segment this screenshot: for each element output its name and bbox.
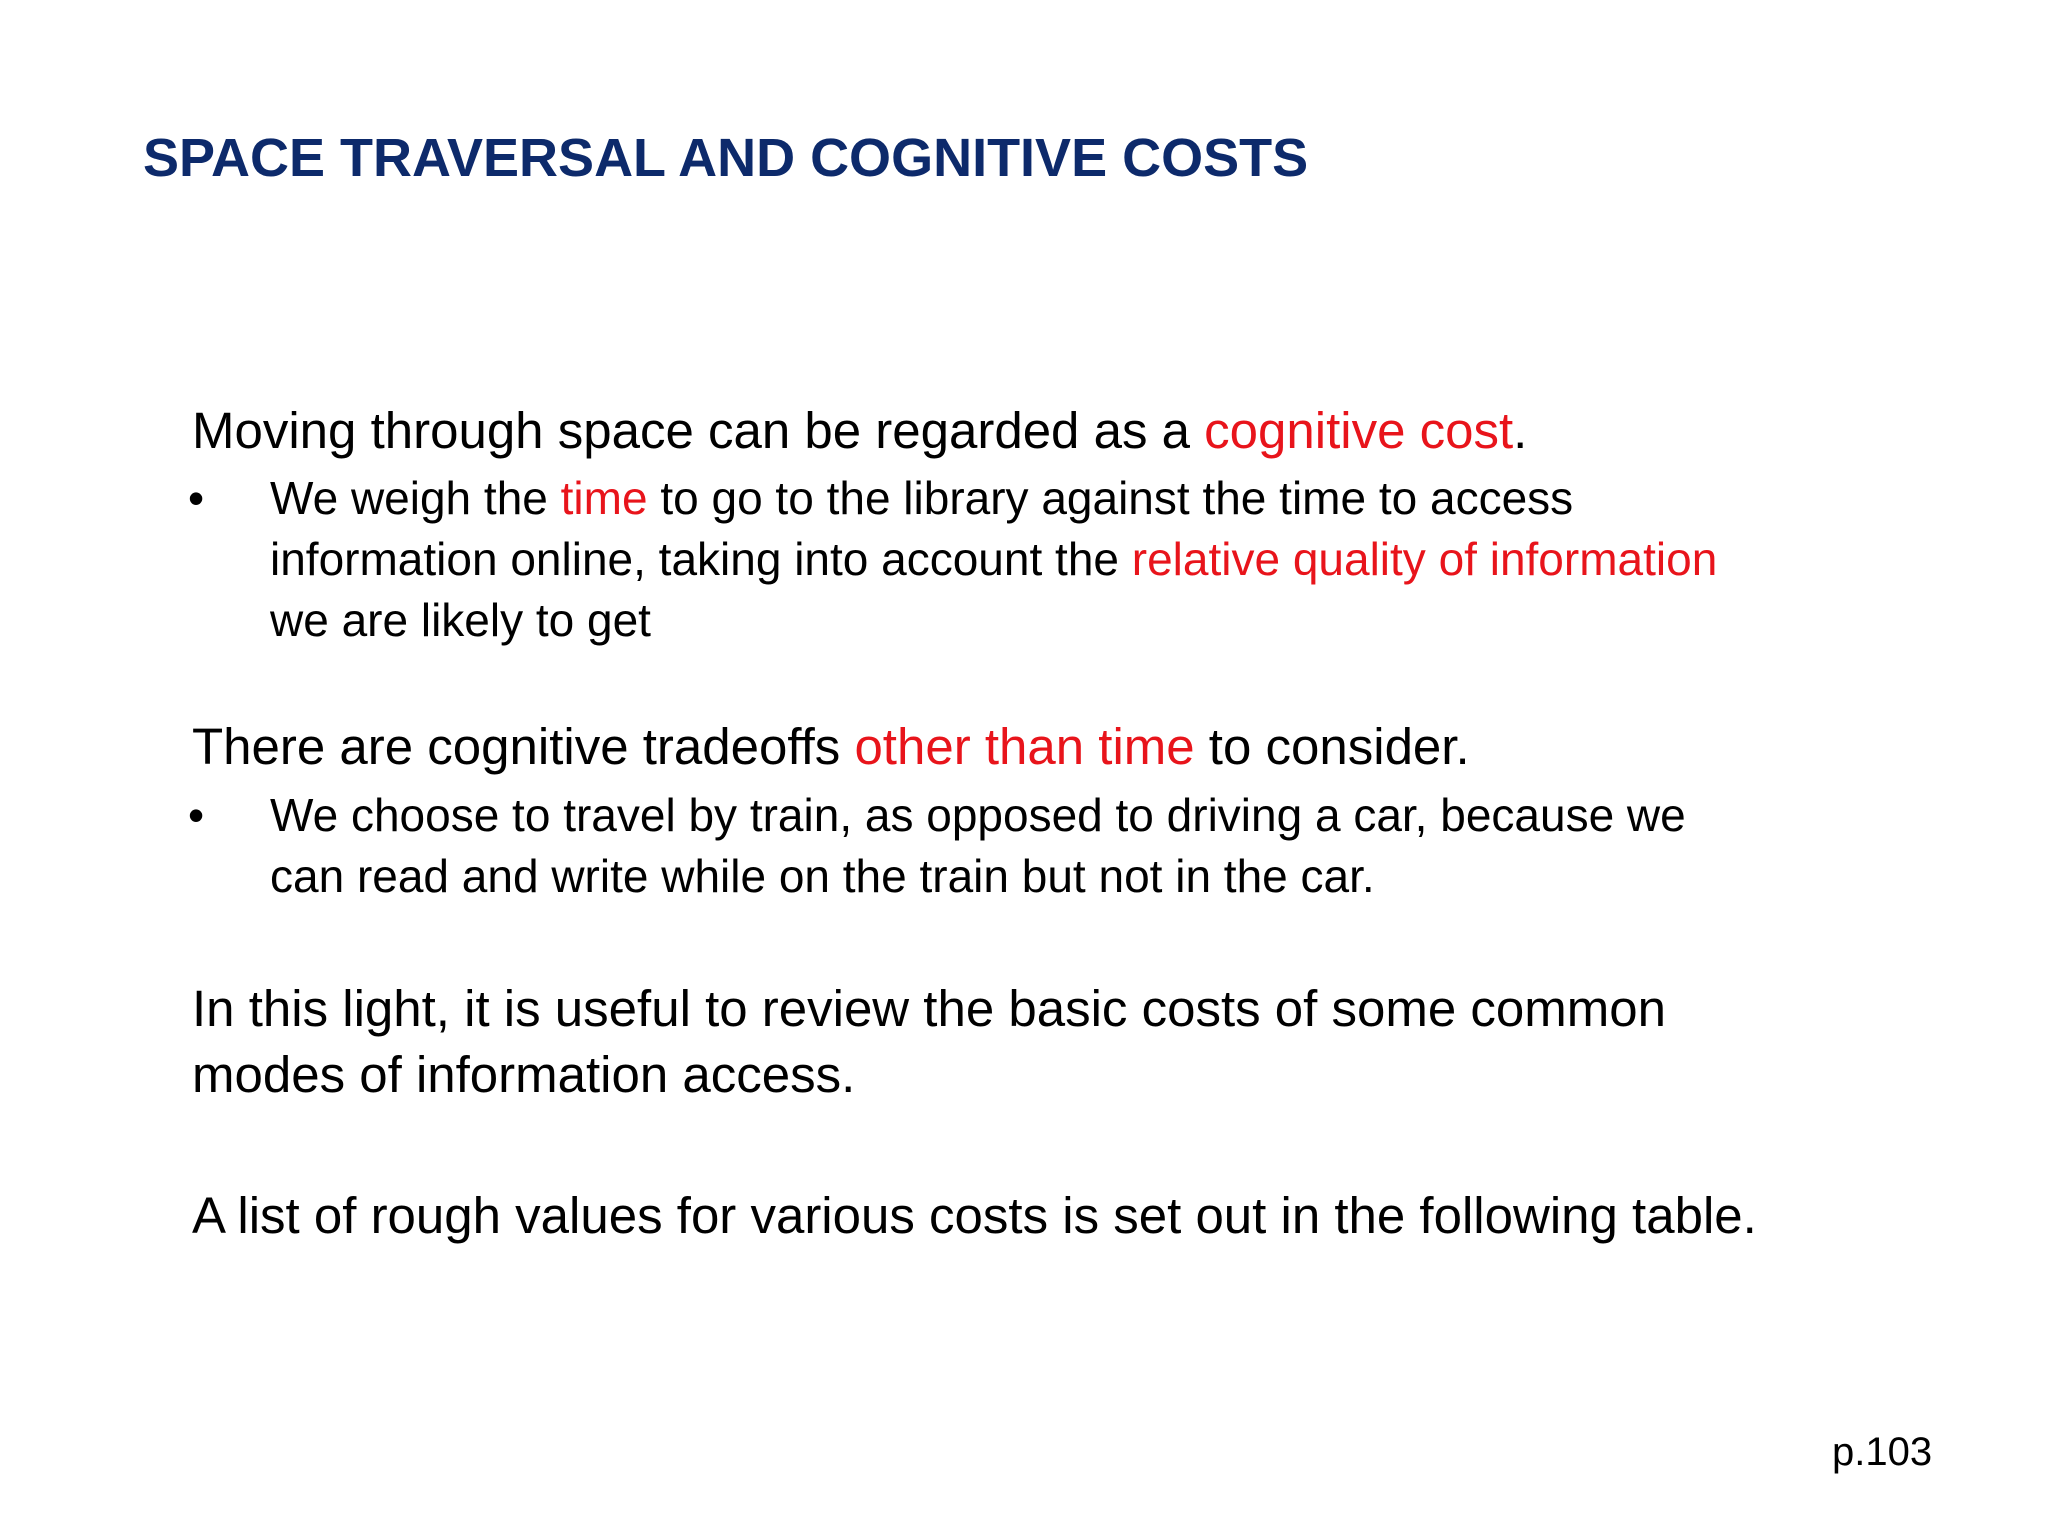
bullet-text bbox=[270, 468, 1717, 651]
paragraph-text: Moving through space can be regarded as a bbox=[192, 402, 1205, 459]
bullet-line-1 bbox=[270, 468, 1717, 529]
highlight-other-than-time: other than time bbox=[854, 718, 1195, 775]
bullet-mark: • bbox=[188, 472, 205, 524]
highlight-cognitive-cost: cognitive cost bbox=[1204, 402, 1514, 459]
paragraph-line-1: In this light, it is useful to review the basic costs of some common bbox=[192, 980, 1666, 1037]
paragraph-table-intro bbox=[192, 1183, 1757, 1249]
paragraph-text: There are cognitive tradeoffs bbox=[192, 718, 855, 775]
bullet-line-text: to go to the library against the time to access bbox=[647, 472, 1574, 524]
paragraph-review-costs bbox=[192, 976, 1666, 1108]
bullet-line-2 bbox=[270, 529, 1717, 590]
highlight-time: time bbox=[560, 472, 648, 524]
paragraph-text-end: to consider. bbox=[1194, 718, 1470, 775]
paragraph-text-end: . bbox=[1513, 402, 1528, 459]
bullet-line-1: We choose to travel by train, as opposed to driving a car, because we bbox=[270, 789, 1686, 841]
slide-title: SPACE TRAVERSAL AND COGNITIVE COSTS bbox=[143, 128, 1309, 188]
bullet-line-text: information online, taking into account the bbox=[270, 533, 1132, 585]
bullet-line-3: we are likely to get bbox=[270, 594, 651, 646]
paragraph-line-2: modes of information access. bbox=[192, 1046, 856, 1103]
paragraph-line-1: A list of rough values for various costs is set out in the following table. bbox=[192, 1187, 1757, 1244]
paragraph-cognitive-cost bbox=[192, 398, 1527, 464]
bullet-line-2: can read and write while on the train but not in the car. bbox=[270, 850, 1375, 902]
bullet-mark: • bbox=[188, 789, 205, 841]
highlight-relative-quality: relative quality of information bbox=[1131, 533, 1718, 585]
paragraph-tradeoffs bbox=[192, 714, 1470, 780]
bullet-line-text: We weigh the bbox=[270, 472, 561, 524]
page-number: p.103 bbox=[1832, 1430, 1933, 1474]
bullet-text bbox=[270, 785, 1686, 907]
